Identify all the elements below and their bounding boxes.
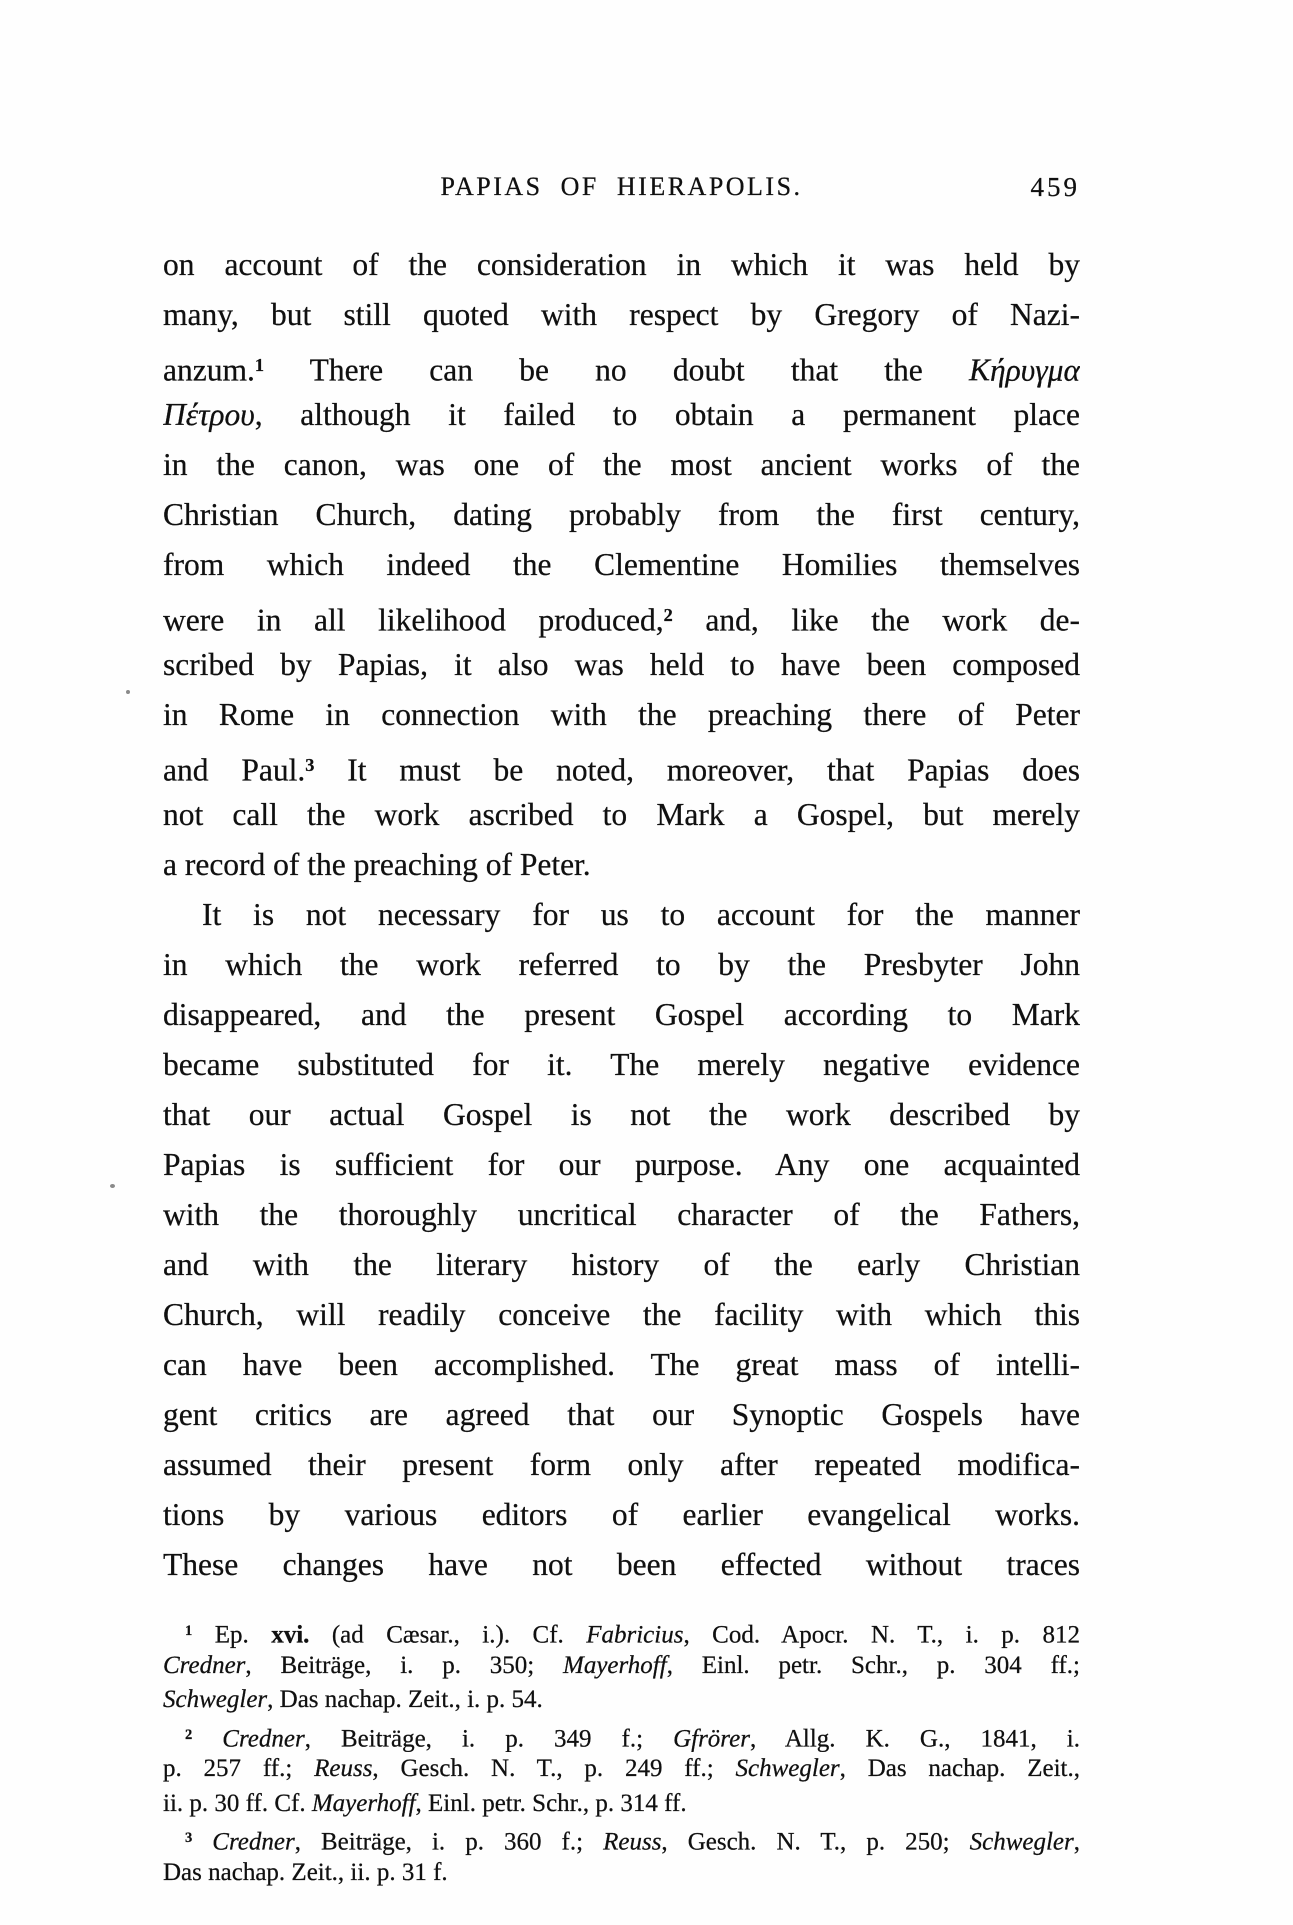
text-line	[163, 440, 1080, 490]
text-segment: scribed by Papias, it also was held to have been composed	[163, 647, 1080, 682]
text-segment: ,	[1073, 1828, 1080, 1856]
text-segment: Κήρυγμα	[969, 352, 1080, 388]
text-line	[163, 1856, 1080, 1891]
text-segment: , Beiträge, i. p. 360 f.;	[294, 1828, 604, 1856]
footnote	[163, 1821, 1080, 1890]
text-segment: xvi.	[271, 1621, 310, 1649]
footnote-marker: 1	[254, 355, 264, 375]
text-line	[163, 1490, 1080, 1540]
text-line	[163, 1718, 1080, 1753]
footnote-marker: 3	[305, 755, 315, 775]
text-line	[163, 490, 1080, 540]
page-number: 459	[1030, 172, 1080, 202]
text-segment: Church, will readily conceive the facility with which this	[163, 1297, 1080, 1332]
footnote-marker: 2	[663, 605, 673, 625]
text-segment: ii. p. 30 ff. Cf.	[163, 1789, 312, 1817]
text-segment: There can be no doubt that the	[263, 352, 970, 388]
text-line	[163, 1390, 1080, 1440]
text-line	[163, 1290, 1080, 1340]
scan-speck	[126, 690, 130, 694]
footnote	[163, 1614, 1080, 1718]
text-line	[163, 1190, 1080, 1240]
text-line	[163, 290, 1080, 340]
text-line	[163, 1090, 1080, 1140]
text-line	[163, 1540, 1080, 1590]
text-segment: Schwegler	[969, 1828, 1074, 1856]
text-line	[163, 840, 1080, 890]
footnote-marker: 1	[185, 1623, 193, 1639]
footnote-marker: 2	[185, 1726, 193, 1743]
text-segment: with the thoroughly uncritical character of the Fathers,	[163, 1197, 1080, 1232]
text-line	[163, 1649, 1080, 1684]
text-segment: , Beiträge, i. p. 350;	[245, 1651, 563, 1679]
text-line	[163, 1040, 1080, 1090]
text-segment: (ad Cæsar., i.). Cf.	[309, 1621, 587, 1649]
scan-speck	[110, 1184, 115, 1188]
text-line	[163, 990, 1080, 1040]
text-segment: These changes have not been effected without traces	[163, 1547, 1080, 1582]
text-segment: Ep.	[192, 1621, 272, 1649]
text-line	[163, 1787, 1080, 1822]
text-line	[163, 390, 1080, 440]
text-segment: in Rome in connection with the preaching there of Peter	[163, 697, 1080, 732]
text-line	[163, 1440, 1080, 1490]
text-line	[163, 790, 1080, 840]
text-segment: , Einl. petr. Schr., p. 314 ff.	[415, 1789, 687, 1817]
text-segment: in the canon, was one of the most ancient works of the	[163, 447, 1080, 482]
text-segment: were in all likelihood produced,	[163, 602, 664, 638]
text-segment: Papias is sufficient for our purpose. Any one acquainted	[163, 1147, 1080, 1182]
text-segment: Mayerhoff	[563, 1651, 667, 1679]
text-segment: disappeared, and the present Gospel according to Mark	[163, 997, 1080, 1032]
text-segment: It must be noted, moreover, that Papias does	[314, 752, 1080, 788]
text-segment: , Gesch. N. T., p. 249 ff.;	[372, 1755, 736, 1782]
text-line	[163, 1614, 1080, 1649]
text-line	[163, 1683, 1080, 1718]
text-segment: on account of the consideration in which it was held by	[163, 247, 1080, 282]
text-segment: and, like the work de-	[672, 602, 1080, 638]
text-segment: that our actual Gospel is not the work described by	[163, 1097, 1080, 1132]
text-segment: , Einl. petr. Schr., p. 304 ff.;	[666, 1651, 1080, 1679]
text-segment: It is not necessary for us to account for the manner	[202, 897, 1080, 932]
text-segment: p. 257 ff.;	[163, 1755, 315, 1782]
paragraph	[163, 890, 1080, 1590]
text-segment: not call the work ascribed to Mark a Gospel, but merely	[163, 797, 1080, 832]
page-header	[163, 172, 1080, 208]
text-line	[163, 340, 1080, 390]
text-segment: anzum.	[163, 352, 255, 388]
text-segment: gent critics are agreed that our Synoptic Gospels have	[163, 1397, 1080, 1432]
text-segment: , Gesch. N. T., p. 250;	[661, 1828, 970, 1856]
text-segment: Credner	[222, 1725, 305, 1752]
text-segment: became substituted for it. The merely negative evidence	[163, 1047, 1080, 1082]
text-line	[163, 590, 1080, 640]
text-segment: Reuss	[603, 1828, 662, 1856]
text-segment: and with the literary history of the early Christian	[163, 1247, 1080, 1282]
paragraph	[163, 240, 1080, 890]
text-line	[163, 1140, 1080, 1190]
footnote-marker: 3	[185, 1830, 193, 1846]
footnotes	[163, 1614, 1080, 1890]
text-line	[163, 1240, 1080, 1290]
text-segment: Das nachap. Zeit., ii. p. 31 f.	[163, 1858, 448, 1886]
text-segment: Fabricius	[586, 1621, 684, 1649]
text-segment: Schwegler	[163, 1686, 268, 1713]
text-segment: Πέτρου	[163, 397, 255, 432]
text-line	[163, 940, 1080, 990]
text-segment: , Cod. Apocr. N. T., i. p. 812	[683, 1621, 1080, 1649]
text-segment: Reuss	[314, 1755, 373, 1782]
text-segment: in which the work referred to by the Presbyter John	[163, 947, 1080, 982]
text-segment: , Allg. K. G., 1841, i.	[749, 1725, 1080, 1752]
text-line	[163, 690, 1080, 740]
text-line	[163, 1821, 1080, 1856]
text-segment: , Das nachap. Zeit., i. p. 54.	[267, 1686, 543, 1713]
text-line	[163, 740, 1080, 790]
text-segment: Schwegler	[735, 1755, 840, 1782]
text-segment: , Beiträge, i. p. 349 f.;	[304, 1725, 674, 1752]
running-title: PAPIAS OF HIERAPOLIS.	[440, 172, 803, 201]
text-line	[163, 1340, 1080, 1390]
page-body-text	[163, 240, 1080, 1590]
text-segment: Gfrörer	[673, 1725, 750, 1752]
text-segment: , Das nachap. Zeit.,	[839, 1755, 1080, 1782]
text-segment: Mayerhoff	[311, 1789, 416, 1817]
text-segment: , although it failed to obtain a permanent place	[254, 397, 1080, 432]
text-line	[163, 640, 1080, 690]
text-segment: Credner	[212, 1828, 295, 1856]
text-segment: tions by various editors of earlier evangelical works.	[163, 1497, 1080, 1532]
footnote	[163, 1718, 1080, 1822]
text-segment: from which indeed the Clementine Homilies themselves	[163, 547, 1080, 582]
text-segment	[192, 1725, 222, 1752]
text-segment: Christian Church, dating probably from the first century,	[163, 497, 1080, 532]
text-segment: many, but still quoted with respect by Gregory of Nazi-	[163, 297, 1080, 332]
text-line	[163, 540, 1080, 590]
text-line	[163, 1752, 1080, 1787]
text-segment: and Paul.	[163, 752, 306, 788]
text-segment: assumed their present form only after repeated modifica-	[163, 1447, 1080, 1482]
text-line	[163, 890, 1080, 940]
text-line	[163, 240, 1080, 290]
text-segment	[192, 1829, 212, 1856]
text-segment: can have been accomplished. The great mass of intelli-	[163, 1347, 1080, 1382]
text-segment: a record of the preaching of Peter.	[163, 847, 591, 882]
text-segment: Credner	[163, 1651, 246, 1679]
